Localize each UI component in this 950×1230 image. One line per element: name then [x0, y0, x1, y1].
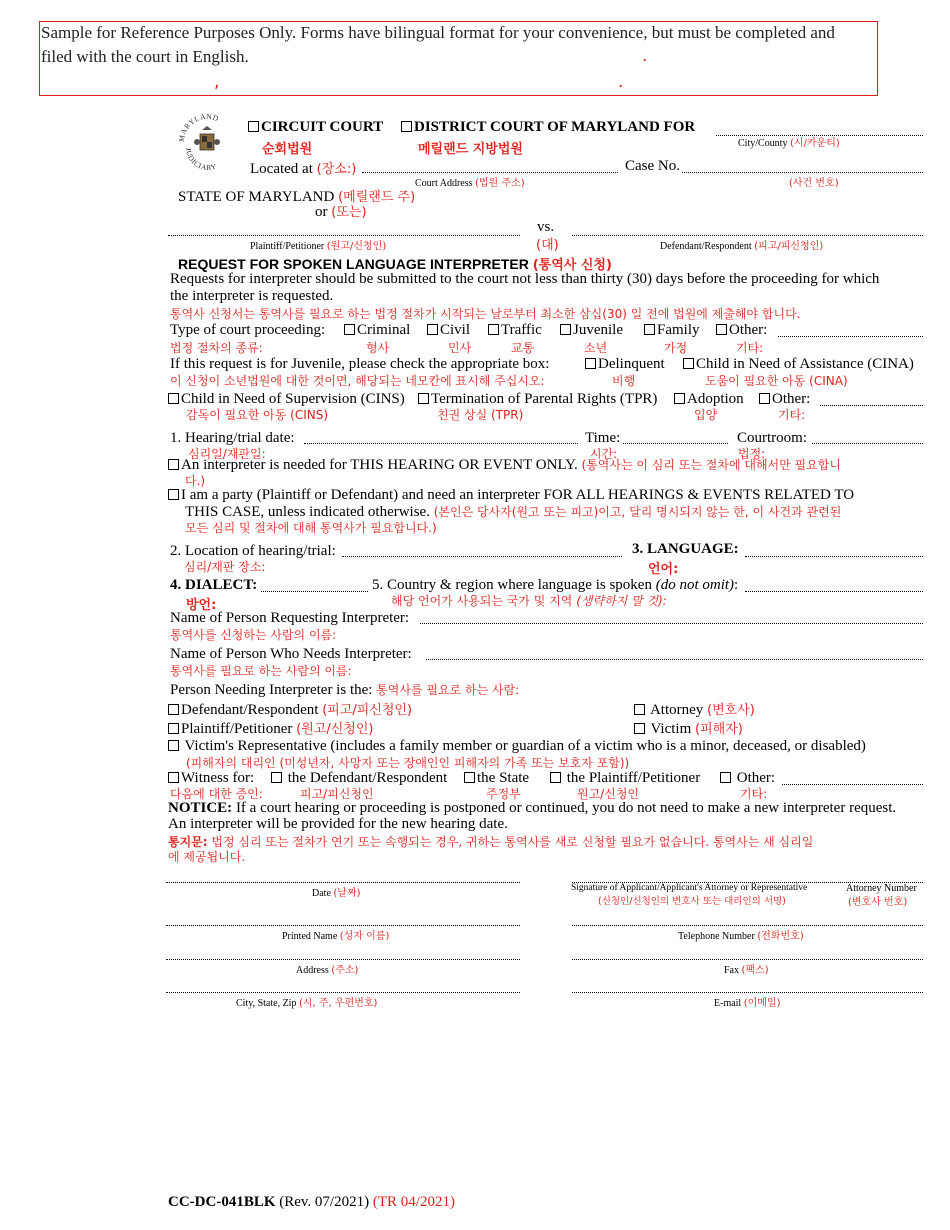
courtroom-kr: 법정: [738, 447, 766, 461]
vs-label: vs. [537, 219, 555, 235]
circuit-court-kr: 순회법원 [262, 142, 313, 157]
intro-line: Requests for interpreter should be submitted to the court not less than thirty (30) days before the proceeding for which [170, 271, 880, 287]
location-kr: 심리/재판 장소: [184, 560, 266, 574]
fax-label: Fax (팩스) [724, 965, 769, 976]
form-number: CC-DC-041BLK (Rev. 07/2021) (TR 04/2021) [168, 1194, 455, 1210]
notice-line2: An interpreter will be provided for the new hearing date. [168, 816, 508, 832]
notice-kr-line2: 에 제공됩니다. [168, 850, 246, 864]
person-victim-rep-option[interactable]: Victim's Representative (includes a family member or guardian of a victim who is a minor, deceased, or disabled) [168, 738, 866, 755]
checkbox[interactable] [401, 121, 412, 132]
address-field[interactable] [166, 959, 520, 960]
time-field[interactable] [623, 443, 728, 444]
criminal-kr: 형사 [366, 341, 390, 355]
juvenile-delinquent[interactable]: Delinquent [585, 356, 665, 373]
checkbox[interactable] [248, 121, 259, 132]
needs-name-field[interactable] [426, 659, 923, 660]
juvenile-other-kr: 기타: [778, 408, 806, 422]
address-label: Address (주소) [296, 965, 359, 976]
hearing-date-kr: 심리일/재판일: [188, 447, 266, 461]
checkbox[interactable] [644, 324, 655, 335]
juvenile-adoption[interactable]: Adoption [674, 391, 744, 408]
victim-rep-kr: (피해자의 대리인 (미성년자, 사망자 또는 장애인인 피해자의 가족 또는 보호자 포함)) [186, 756, 630, 770]
signature-label: Signature of Applicant/Applicant's Attorney or Representative [571, 883, 808, 893]
juvenile-label-kr: 이 신청이 소년법원에 대한 것이면, 해당되는 네모칸에 표시해 주십시오: [170, 374, 545, 388]
checkbox[interactable] [168, 772, 179, 783]
district-court-kr: 메릴랜드 지방법원 [418, 142, 523, 157]
checkbox[interactable] [634, 723, 645, 734]
juvenile-label: If this request is for Juvenile, please check the appropriate box: [170, 356, 550, 372]
proceeding-criminal[interactable]: Criminal [344, 322, 410, 339]
checkbox[interactable] [759, 393, 770, 404]
checkbox[interactable] [344, 324, 355, 335]
traffic-kr: 교통 [511, 341, 535, 355]
witness-kr: 다음에 대한 증인: [170, 787, 263, 801]
person-witness-option[interactable]: Witness for: [168, 770, 254, 787]
person-victim-option[interactable]: Victim (피해자) [634, 718, 743, 738]
proceeding-traffic[interactable]: Traffic [488, 322, 542, 339]
delinquent-kr: 비행 [612, 374, 636, 388]
checkbox[interactable] [716, 324, 727, 335]
country-kr: 해당 언어가 사용되는 국가 및 지역 (생략하지 말 것): [391, 594, 667, 608]
vs-kr: (대) [536, 238, 559, 253]
civil-kr: 민사 [448, 341, 472, 355]
location-field[interactable] [342, 556, 622, 557]
person-defendant-option[interactable]: Defendant/Respondent (피고/피신청인) [168, 699, 412, 719]
hearing-date-label: 1. Hearing/trial date: [170, 430, 295, 446]
proceeding-label-kr: 법정 절차의 종류: [170, 341, 263, 355]
checkbox[interactable] [168, 740, 179, 751]
case-no-label: Case No. [625, 158, 680, 174]
checkbox[interactable] [488, 324, 499, 335]
attorney-number-kr: (변호사 번호) [848, 897, 908, 908]
needs-name-label: Name of Person Who Needs Interpreter: [170, 646, 412, 662]
proceeding-other-field[interactable] [778, 336, 923, 337]
all-hearings-option[interactable]: I am a party (Plaintiff or Defendant) and need an interpreter FOR ALL HEARINGS & EVENTS RELATED TO [168, 487, 854, 504]
date-label: Date (날짜) [312, 888, 361, 899]
person-attorney-option[interactable]: Attorney (변호사) [634, 699, 755, 719]
witness-state-option[interactable]: the State [464, 770, 529, 787]
needs-name-kr: 통역사를 필요로 하는 사람의 이름: [170, 664, 352, 678]
court-address-field[interactable] [362, 172, 618, 173]
witness-state-kr: 주정부 [486, 787, 521, 801]
person-plaintiff-option[interactable]: Plaintiff/Petitioner (원고/신청인) [168, 718, 373, 738]
juvenile-cina[interactable]: Child in Need of Assistance (CINA) [683, 356, 914, 373]
circuit-court-option[interactable]: CIRCUIT COURT [248, 119, 383, 136]
defendant-label: Defendant/Respondent (피고/피신청인) [660, 241, 824, 252]
intro-kr: 통역사 신청서는 통역사를 필요로 하는 법정 절차가 시작되는 날로부터 최소한 삼십(30) 일 전에 법원에 제출해야 합니다. [170, 307, 801, 321]
proceeding-juvenile[interactable]: Juvenile [560, 322, 623, 339]
email-label: E-mail (이메일) [714, 998, 781, 1009]
juvenile-other-field[interactable] [820, 405, 923, 406]
form-title: REQUEST FOR SPOKEN LANGUAGE INTERPRETER (통역사 신청) [178, 256, 612, 273]
witness-plaintiff-option[interactable]: the Plaintiff/Petitioner [550, 770, 700, 787]
notice-line1: NOTICE: If a court hearing or proceeding is postponed or continued, you do not need to make a new interpreter request. [168, 800, 897, 816]
checkbox[interactable] [585, 358, 596, 369]
seal-bottom-text: JUDICIARY [183, 147, 218, 173]
printed-name-label: Printed Name (성자 이름) [282, 931, 390, 942]
checkbox[interactable] [683, 358, 694, 369]
this-hearing-only-kr: 다.) [185, 474, 206, 488]
country-field[interactable] [745, 591, 923, 592]
all-hearings-line2: THIS CASE, unless indicated otherwise. (본인은 당사자(원고 또는 피고)이고, 달리 명시되지 않는 한, 이 사건과 관련된 [185, 504, 842, 520]
notice-kr-line1: 통지문: 법정 심리 또는 절차가 연기 또는 속행되는 경우, 귀하는 통역사를 새로 신청할 필요가 없습니다. 통역사는 새 심리일 [168, 835, 814, 849]
all-hearings-kr: 모든 심리 및 절차에 대해 통역사가 필요합니다.) [185, 521, 437, 535]
checkbox[interactable] [168, 723, 179, 734]
juvenile-cins[interactable]: Child in Need of Supervision (CINS) [168, 391, 405, 408]
checkbox[interactable] [271, 772, 282, 783]
proceeding-civil[interactable]: Civil [427, 322, 470, 339]
date-field[interactable] [166, 882, 520, 883]
requesting-name-field[interactable] [420, 623, 923, 624]
checkbox[interactable] [560, 324, 571, 335]
checkbox[interactable] [550, 772, 561, 783]
plaintiff-field[interactable] [168, 235, 520, 236]
signature-kr: (신청인/신청인의 변호사 또는 대리인의 서명) [598, 896, 786, 907]
juvenile-tpr[interactable]: Termination of Parental Rights (TPR) [418, 391, 657, 408]
requesting-name-label: Name of Person Requesting Interpreter: [170, 610, 410, 626]
city-state-zip-label: City, State, Zip (시, 주, 우편번호) [236, 998, 378, 1009]
courtroom-field[interactable] [812, 443, 923, 444]
proceeding-other[interactable]: Other: [716, 322, 767, 339]
checkbox[interactable] [418, 393, 429, 404]
this-hearing-only-option[interactable]: An interpreter is needed for THIS HEARING OR EVENT ONLY. (통역사는 이 심리 또는 절차에 대해서만 필요합니 [168, 456, 841, 474]
or-label: or (또는) [315, 204, 367, 220]
notice-mark: . [642, 46, 648, 66]
other-kr: 기타: [736, 341, 764, 355]
city-state-zip-field[interactable] [166, 992, 520, 993]
checkbox[interactable] [720, 772, 731, 783]
family-kr: 가정 [664, 341, 688, 355]
adoption-kr: 입양 [694, 408, 718, 422]
seal-top-text: MARYLAND [176, 112, 221, 143]
cina-kr: 도움이 필요한 아동 (CINA) [705, 374, 848, 388]
juvenile-other[interactable]: Other: [759, 391, 810, 408]
witness-plaintiff-kr: 원고/신청인 [577, 787, 640, 801]
city-county-label: City/County (시/카운티) [738, 138, 840, 149]
checkbox[interactable] [168, 459, 179, 470]
dialect-label: 4. DIALECT: [170, 577, 258, 593]
checkbox[interactable] [427, 324, 438, 335]
time-label: Time: [585, 430, 621, 446]
checkbox[interactable] [674, 393, 685, 404]
case-no-field[interactable] [682, 172, 923, 173]
email-field[interactable] [572, 992, 923, 993]
person-is-label: Person Needing Interpreter is the: 통역사를 필요로 하는 사람: [170, 682, 520, 698]
witness-defendant-option[interactable]: the Defendant/Respondent [271, 770, 447, 787]
district-court-option[interactable]: DISTRICT COURT OF MARYLAND FOR [401, 119, 695, 136]
fax-field[interactable] [572, 959, 923, 960]
notice-mark: . [618, 72, 624, 92]
witness-other-kr: 기타: [740, 787, 768, 801]
checkbox[interactable] [168, 489, 179, 500]
intro-line: the interpreter is requested. [170, 288, 334, 304]
hearing-date-field[interactable] [304, 443, 578, 444]
notice-mark: , [214, 72, 220, 92]
sample-notice-text: Sample for Reference Purposes Only. Forms have bilingual format for your convenience, but must be completed and filed with the court in English. [41, 23, 835, 66]
proceeding-label: Type of court proceeding: [170, 322, 326, 338]
cins-kr: 감독이 필요한 아동 (CINS) [186, 408, 329, 422]
located-at-label: Located at (장소:) [250, 161, 357, 177]
svg-text:JUDICIARY [184, 147, 218, 172]
court-address-label: Court Address (법원 주소) [415, 178, 525, 189]
tpr-kr: 친권 상실 (TPR) [437, 408, 524, 422]
language-kr: 언어: [648, 562, 679, 577]
language-label: 3. LANGUAGE: [632, 541, 739, 557]
checkbox[interactable] [464, 772, 475, 783]
state-label: STATE OF MARYLAND (메릴랜드 주) [178, 189, 416, 205]
attorney-number-label: Attorney Number [846, 883, 917, 894]
location-label: 2. Location of hearing/trial: [170, 543, 336, 559]
juvenile-kr: 소년 [584, 341, 608, 355]
checkbox[interactable] [634, 704, 645, 715]
country-label: 5. Country & region where language is spoken (do not omit): [372, 577, 739, 593]
witness-other-option[interactable]: Other: [720, 770, 775, 787]
witness-other-field[interactable] [782, 784, 923, 785]
courtroom-label: Courtroom: [737, 430, 807, 446]
checkbox[interactable] [168, 393, 179, 404]
maryland-judiciary-seal [176, 112, 238, 174]
requesting-name-kr: 통역사를 신청하는 사람의 이름: [170, 628, 337, 642]
defendant-field[interactable] [572, 235, 923, 236]
case-no-kr: (사건 번호) [789, 178, 839, 189]
time-kr: 시간: [590, 447, 618, 461]
plaintiff-label: Plaintiff/Petitioner (원고/신청인) [250, 241, 387, 252]
proceeding-family[interactable]: Family [644, 322, 700, 339]
language-field[interactable] [745, 556, 923, 557]
checkbox[interactable] [168, 704, 179, 715]
dialect-kr: 방언: [186, 598, 217, 613]
dialect-field[interactable] [261, 591, 368, 592]
printed-name-field[interactable] [166, 925, 520, 926]
telephone-label: Telephone Number (전화번호) [678, 931, 804, 942]
telephone-field[interactable] [572, 925, 923, 926]
witness-defendant-kr: 피고/피신청인 [300, 787, 374, 801]
